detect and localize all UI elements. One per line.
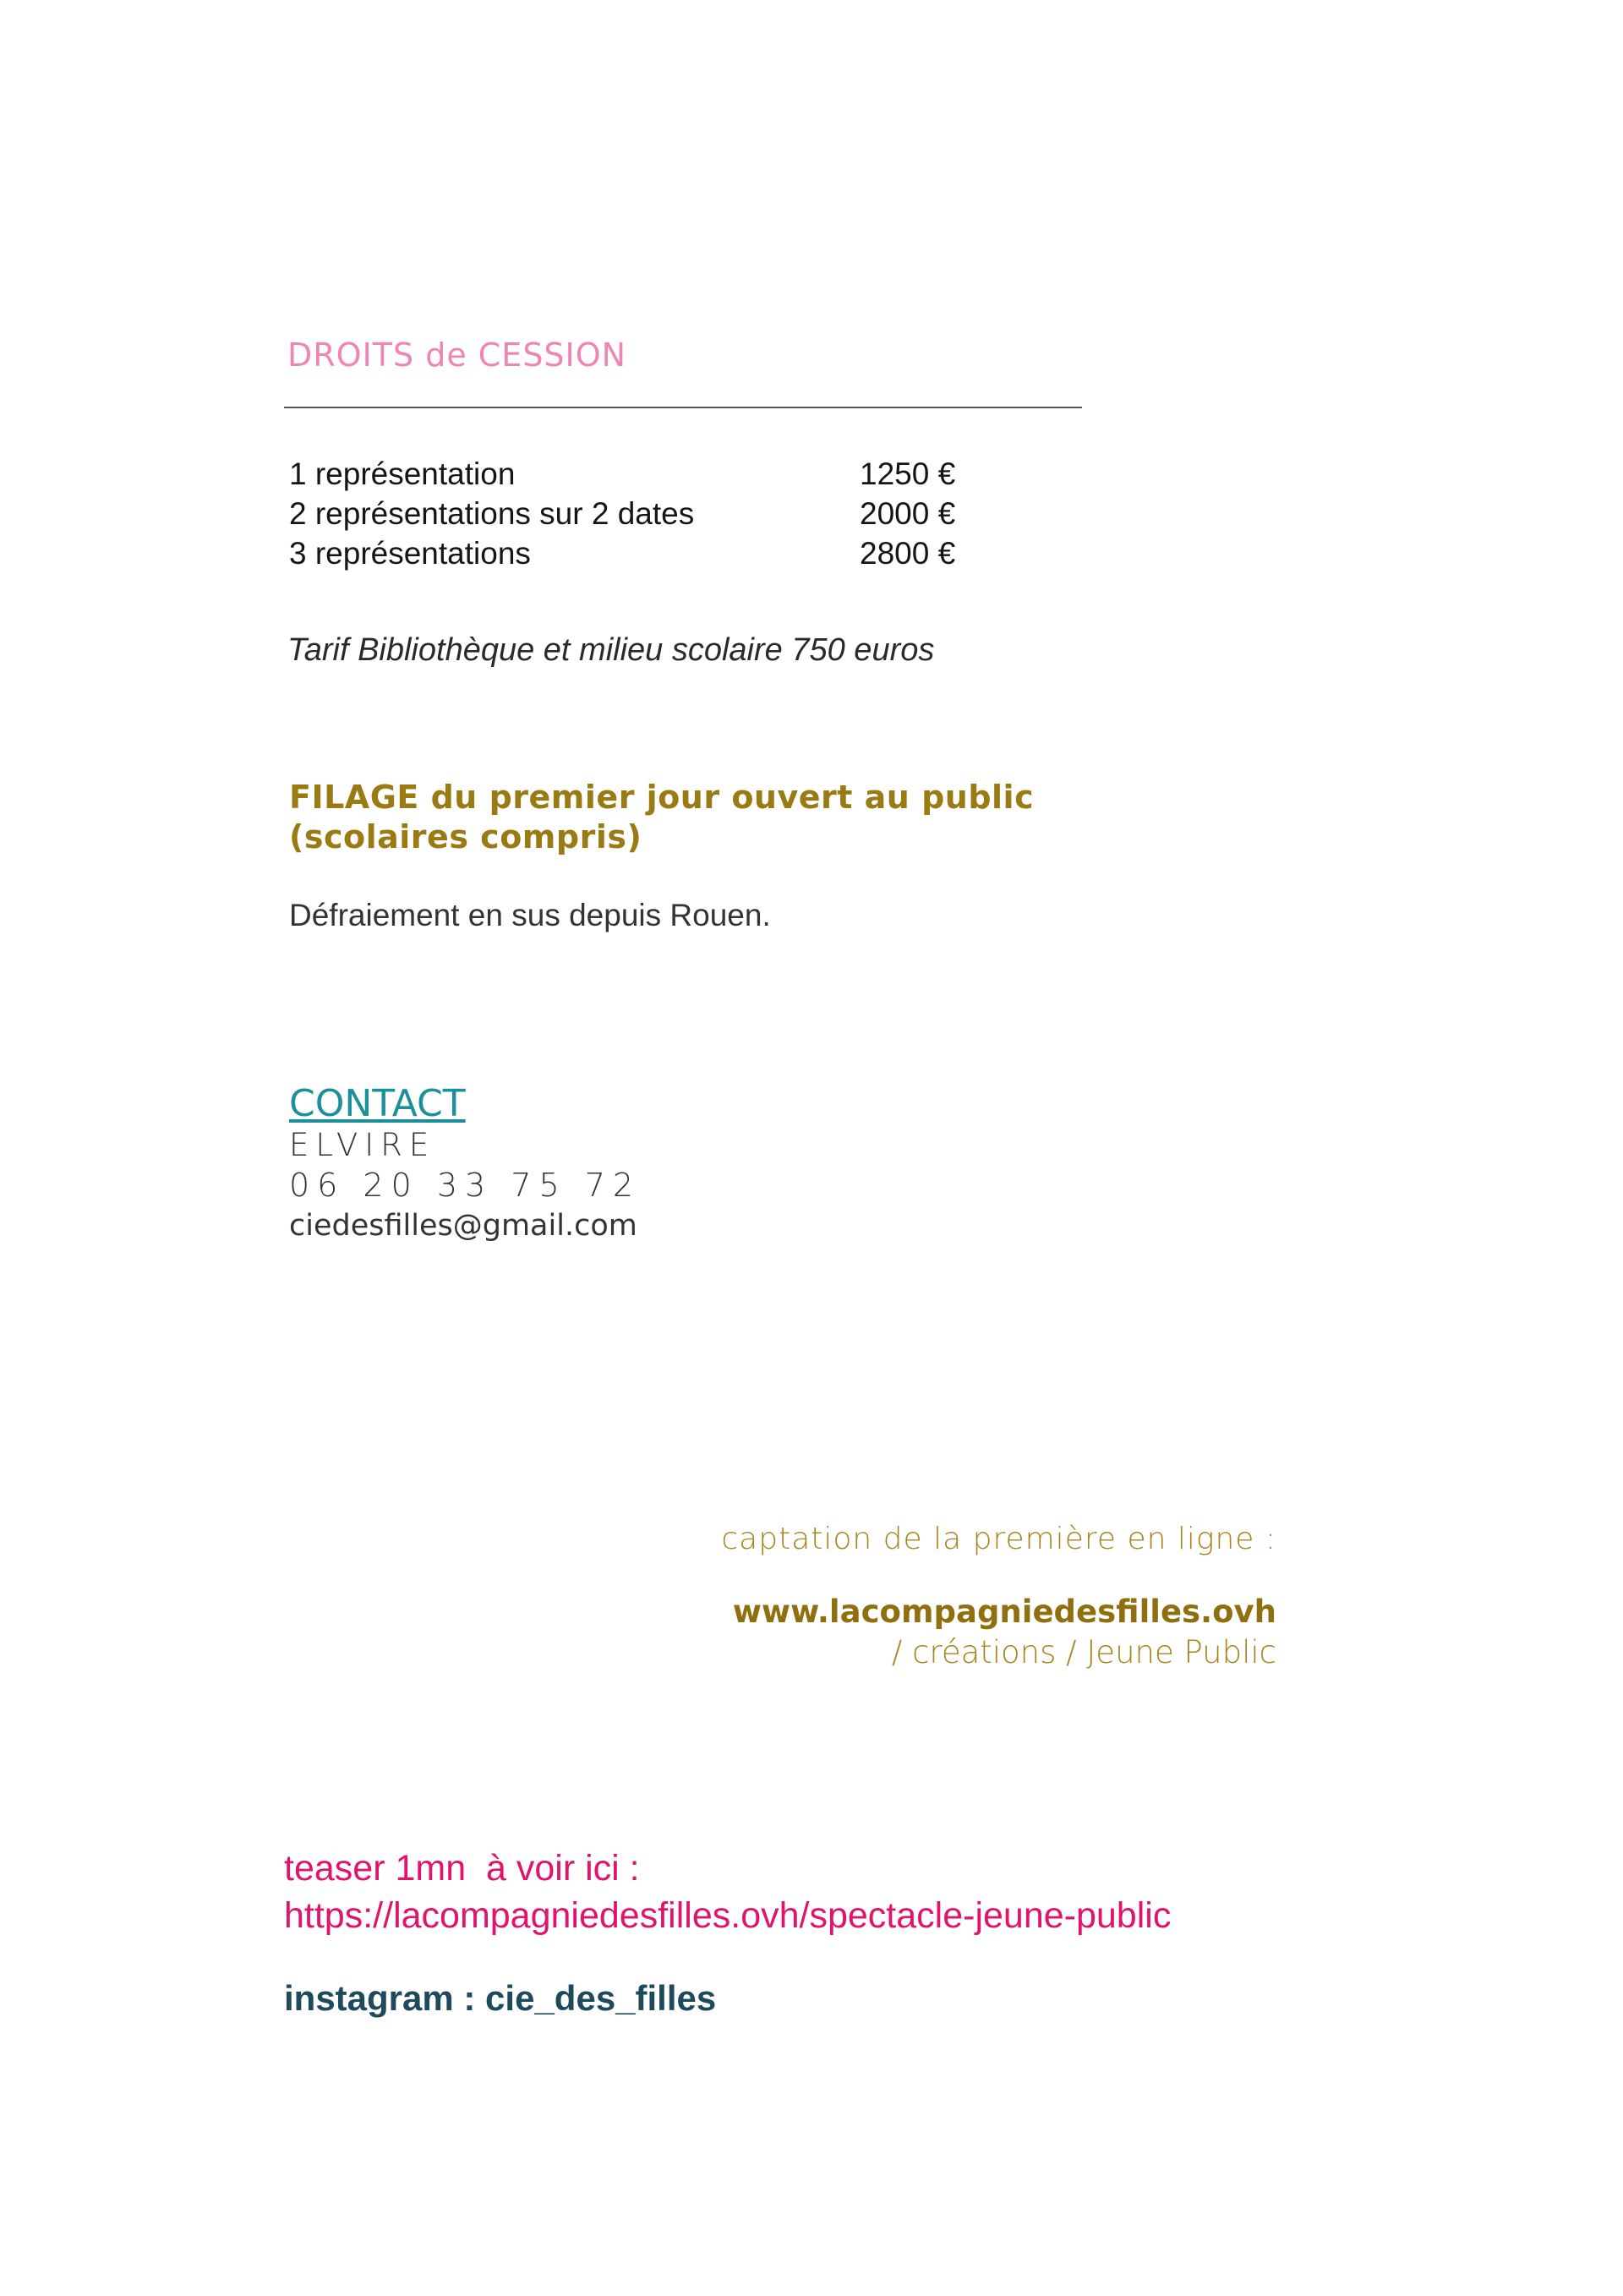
- contact-phone: 06 20 33 75 72: [289, 1167, 642, 1204]
- price-row-label: 1 représentation: [289, 456, 516, 491]
- contact-email: ciedesfilles@gmail.com: [289, 1209, 637, 1243]
- price-row-value: 2000 €: [860, 496, 956, 531]
- droits-title: DROITS de CESSION: [287, 336, 627, 374]
- filage-line-2: (scolaires compris): [289, 818, 642, 856]
- price-row: [289, 536, 991, 576]
- price-table: [289, 456, 991, 576]
- tarif-note: Tarif Bibliothèque et milieu scolaire 750 euros: [287, 632, 935, 668]
- teaser-label: teaser 1mn à voir ici :: [284, 1848, 640, 1889]
- contact-name: ELVIRE: [289, 1127, 436, 1163]
- captation-site-link[interactable]: www.lacompagniedesfilles.ovh: [732, 1594, 1276, 1630]
- price-row-value: 2800 €: [860, 536, 956, 571]
- filage-heading: [289, 778, 1034, 857]
- defraiement-text: Défraiement en sus depuis Rouen.: [289, 898, 771, 932]
- captation-path: / créations / Jeune Public: [891, 1634, 1276, 1670]
- captation-block: [721, 1522, 1276, 1673]
- filage-line-1: FILAGE du premier jour ouvert au public: [289, 779, 1035, 816]
- title-divider: [284, 407, 1082, 408]
- teaser-block: [284, 1845, 1171, 1939]
- price-row-value: 1250 €: [860, 456, 956, 491]
- teaser-url-link[interactable]: https://lacompagniedesfilles.ovh/spectacle-jeune-public: [284, 1895, 1172, 1936]
- price-row-label: 2 représentations sur 2 dates: [289, 496, 695, 531]
- price-row: [289, 456, 991, 496]
- price-row: [289, 496, 991, 536]
- captation-caption: captation de la première en ligne :: [721, 1522, 1276, 1556]
- instagram-handle: instagram : cie_des_filles: [284, 1978, 717, 2018]
- price-row-label: 3 représentations: [289, 536, 531, 571]
- contact-link[interactable]: CONTACT: [289, 1082, 466, 1125]
